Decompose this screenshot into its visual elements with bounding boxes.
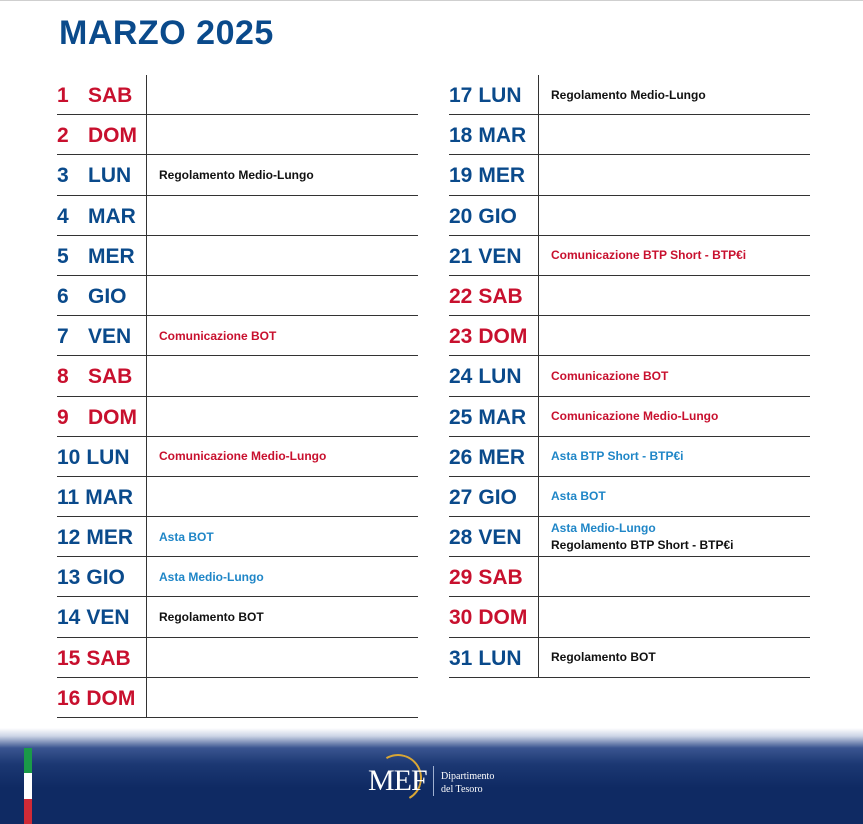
day-of-week: SAB (478, 566, 523, 590)
day-label (449, 597, 527, 637)
event-regolamento: Regolamento Medio-Lungo (159, 167, 314, 182)
calendar-day-row (449, 276, 810, 316)
day-events (551, 638, 656, 678)
day-number: 6 (57, 284, 69, 308)
day-of-week: LUN (478, 646, 522, 670)
logo-divider (433, 766, 434, 796)
calendar-day-row (57, 356, 418, 396)
department-name (441, 770, 494, 796)
calendar-day-row (449, 517, 810, 557)
day-of-week: SAB (88, 365, 133, 389)
day-of-week: LUN (478, 365, 522, 389)
day-label (449, 517, 522, 557)
day-of-week: DOM (478, 606, 528, 630)
day-number: 10 (57, 445, 81, 469)
day-number: 29 (449, 566, 473, 590)
day-events (551, 236, 746, 276)
day-label (57, 196, 136, 236)
day-events (551, 356, 668, 396)
calendar-day-row (449, 115, 810, 155)
day-number: 14 (57, 606, 81, 630)
day-events (159, 517, 214, 557)
day-label (449, 397, 526, 437)
day-label (449, 75, 522, 115)
day-label (57, 557, 125, 597)
calendar-day-row (449, 155, 810, 195)
day-number: 3 (57, 164, 69, 188)
day-label (57, 477, 133, 517)
department-line-2: del Tesoro (441, 784, 483, 795)
calendar-day-row (57, 557, 418, 597)
calendar-day-row (57, 155, 418, 195)
day-label (449, 477, 517, 517)
department-line-1: Dipartimento (441, 771, 495, 782)
day-of-week: GIO (478, 485, 517, 509)
calendar-day-row (449, 477, 810, 517)
calendar-day-row (57, 316, 418, 356)
day-events (551, 437, 683, 477)
day-of-week: DOM (86, 686, 136, 710)
calendar-column-right (449, 75, 810, 678)
event-comunicazione: Comunicazione BOT (551, 368, 669, 383)
day-label (57, 356, 132, 396)
event-asta: Asta Medio-Lungo (159, 569, 264, 584)
day-number: 28 (449, 526, 473, 550)
day-number: 11 (57, 485, 80, 509)
calendar-day-row (449, 597, 810, 637)
day-label (57, 638, 131, 678)
day-number: 21 (449, 244, 473, 268)
day-of-week: LUN (478, 84, 522, 107)
day-number: 24 (449, 365, 473, 389)
day-label (57, 155, 131, 195)
day-number: 16 (57, 686, 81, 710)
day-events (551, 397, 718, 437)
event-regolamento: Regolamento BOT (551, 650, 656, 665)
day-label (57, 517, 133, 557)
day-of-week: MAR (478, 124, 527, 148)
calendar-day-row (57, 517, 418, 557)
calendar-day-row (57, 236, 418, 276)
day-number: 1 (57, 84, 69, 107)
calendar-day-row (57, 477, 418, 517)
title-year: 2025 (196, 14, 274, 52)
day-of-week: GIO (86, 566, 125, 590)
day-of-week: DOM (88, 124, 137, 148)
day-label (449, 437, 525, 477)
day-label (57, 115, 137, 155)
day-label (449, 196, 517, 236)
calendar-column-left (57, 75, 418, 718)
event-asta: Asta BTP Short - BTP€i (551, 449, 684, 464)
day-label (449, 115, 526, 155)
event-comunicazione: Comunicazione BTP Short - BTP€i (551, 248, 747, 263)
top-rule (0, 0, 863, 1)
day-number: 15 (57, 646, 81, 670)
day-of-week: VEN (86, 606, 130, 630)
calendar-day-row (57, 276, 418, 316)
day-label (57, 437, 130, 477)
event-comunicazione: Comunicazione Medio-Lungo (159, 449, 327, 464)
day-of-week: VEN (88, 325, 132, 349)
day-events (159, 155, 314, 195)
calendar-day-row (449, 236, 810, 276)
day-number: 9 (57, 405, 69, 429)
day-label (57, 397, 137, 437)
calendar-day-row (449, 316, 810, 356)
title-month: MARZO (59, 14, 187, 52)
calendar-day-row (57, 597, 418, 637)
day-of-week: GIO (88, 284, 127, 308)
day-number: 13 (57, 566, 81, 590)
day-label (449, 155, 525, 195)
day-of-week: MAR (88, 204, 136, 228)
day-of-week: VEN (478, 526, 522, 550)
event-asta: Asta BOT (551, 489, 606, 504)
day-label (449, 276, 523, 316)
day-of-week: DOM (478, 325, 528, 349)
day-events (159, 437, 326, 477)
day-events (551, 477, 606, 517)
event-comunicazione: Comunicazione BOT (159, 328, 277, 343)
day-of-week: MER (478, 164, 526, 188)
event-comunicazione: Comunicazione Medio-Lungo (551, 409, 719, 423)
day-of-week: MER (478, 445, 526, 469)
day-label (57, 597, 130, 637)
day-label (449, 557, 523, 597)
day-of-week: GIO (478, 204, 517, 228)
day-of-week: MER (86, 526, 134, 550)
mef-logo (366, 752, 506, 808)
day-number: 5 (57, 244, 69, 268)
italian-flag-stripe (24, 748, 32, 824)
calendar-day-row (57, 397, 418, 437)
calendar-day-row (57, 437, 418, 477)
day-events (159, 557, 264, 597)
day-of-week: SAB (86, 646, 131, 670)
day-number: 23 (449, 325, 473, 349)
day-of-week: MAR (85, 485, 134, 509)
day-number: 22 (449, 284, 473, 308)
day-number: 17 (449, 84, 473, 107)
day-number: 26 (449, 445, 473, 469)
day-number: 20 (449, 204, 473, 228)
day-number: 8 (57, 365, 69, 389)
day-of-week: SAB (88, 84, 133, 107)
day-of-week: MAR (478, 405, 527, 429)
calendar-day-row (57, 638, 418, 678)
page-title (59, 14, 274, 53)
event-asta: Asta Medio-Lungo (551, 521, 656, 536)
day-number: 19 (449, 164, 473, 188)
calendar-day-row (57, 75, 418, 115)
event-asta: Asta BOT (159, 529, 214, 544)
calendar-day-row (449, 557, 810, 597)
day-label (57, 75, 132, 115)
calendar-day-row (57, 678, 418, 718)
calendar-day-row (57, 115, 418, 155)
day-number: 27 (449, 485, 473, 509)
day-number: 25 (449, 405, 473, 429)
event-regolamento: Regolamento BOT (159, 609, 264, 624)
calendar-day-row (449, 75, 810, 115)
event-regolamento: Regolamento Medio-Lungo (551, 87, 706, 102)
day-events (159, 316, 276, 356)
day-number: 4 (57, 204, 69, 228)
day-number: 18 (449, 124, 473, 148)
calendar-day-row (449, 397, 810, 437)
day-label (449, 356, 522, 396)
calendar-day-row (449, 638, 810, 678)
day-events (159, 597, 264, 637)
day-label (57, 678, 135, 718)
day-events (551, 75, 706, 115)
day-label (449, 236, 522, 276)
calendar-day-row (449, 356, 810, 396)
day-of-week: SAB (478, 284, 523, 308)
day-of-week: LUN (86, 445, 130, 469)
day-events (551, 517, 733, 557)
day-label (449, 638, 522, 678)
logo-text: MEF (368, 764, 427, 797)
day-of-week: VEN (478, 244, 522, 268)
day-label (449, 316, 527, 356)
day-label (57, 236, 135, 276)
day-of-week: MER (88, 244, 135, 268)
calendar-day-row (57, 196, 418, 236)
day-of-week: DOM (88, 405, 137, 429)
day-number: 2 (57, 124, 69, 148)
calendar-day-row (449, 437, 810, 477)
day-number: 30 (449, 606, 473, 630)
day-number: 31 (449, 646, 473, 670)
day-label (57, 276, 127, 316)
day-label (57, 316, 131, 356)
calendar-day-row (449, 196, 810, 236)
day-number: 7 (57, 325, 69, 349)
day-number: 12 (57, 526, 81, 550)
event-regolamento: Regolamento BTP Short - BTP€i (551, 538, 734, 553)
day-of-week: LUN (88, 164, 132, 188)
